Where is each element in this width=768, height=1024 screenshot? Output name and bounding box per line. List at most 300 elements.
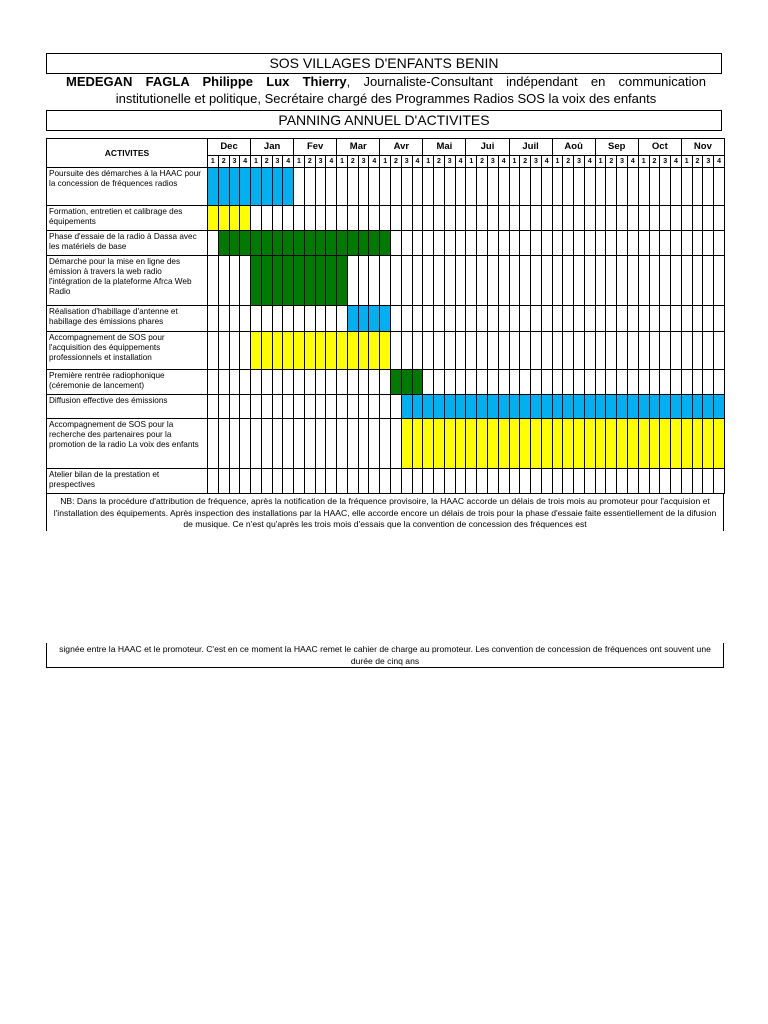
gantt-empty-cell xyxy=(466,231,477,256)
gantt-empty-cell xyxy=(692,256,703,306)
gantt-bar-cell xyxy=(337,332,348,370)
week-number: 1 xyxy=(638,155,649,167)
week-number: 4 xyxy=(584,155,595,167)
gantt-empty-cell xyxy=(412,206,423,231)
gantt-empty-cell xyxy=(563,306,574,332)
gantt-empty-cell xyxy=(477,206,488,231)
activity-label: Accompagnement de SOS pour la recherche des partenaires pour la promotion de la radio La voix des enfants xyxy=(47,419,208,469)
gantt-empty-cell xyxy=(358,206,369,231)
gantt-empty-cell xyxy=(703,231,714,256)
gantt-empty-cell xyxy=(412,231,423,256)
gantt-empty-cell xyxy=(671,206,682,231)
gantt-empty-cell xyxy=(681,256,692,306)
gantt-empty-cell xyxy=(347,168,358,206)
gantt-empty-cell xyxy=(391,332,402,370)
gantt-empty-cell xyxy=(208,370,219,395)
gantt-bar-cell xyxy=(455,419,466,469)
gantt-empty-cell xyxy=(487,370,498,395)
gantt-empty-cell xyxy=(628,370,639,395)
week-number: 4 xyxy=(283,155,294,167)
activity-label: Accompagnement de SOS pour l'acquisition des équippements professionnels et installation xyxy=(47,332,208,370)
gantt-empty-cell xyxy=(304,206,315,231)
gantt-empty-cell xyxy=(606,370,617,395)
gantt-empty-cell xyxy=(326,306,337,332)
gantt-bar-cell xyxy=(272,256,283,306)
gantt-empty-cell xyxy=(294,469,305,494)
week-number: 3 xyxy=(444,155,455,167)
gantt-empty-cell xyxy=(703,469,714,494)
activity-row xyxy=(47,395,725,419)
gantt-empty-cell xyxy=(692,206,703,231)
gantt-empty-cell xyxy=(261,370,272,395)
gantt-bar-cell xyxy=(563,419,574,469)
gantt-empty-cell xyxy=(531,469,542,494)
gantt-empty-cell xyxy=(391,419,402,469)
gantt-empty-cell xyxy=(240,419,251,469)
gantt-empty-cell xyxy=(638,168,649,206)
gantt-bar-cell xyxy=(541,395,552,419)
week-number: 4 xyxy=(240,155,251,167)
gantt-bar-cell xyxy=(671,395,682,419)
gantt-empty-cell xyxy=(401,168,412,206)
gantt-bar-cell xyxy=(466,419,477,469)
week-number: 2 xyxy=(261,155,272,167)
gantt-bar-cell xyxy=(455,395,466,419)
gantt-empty-cell xyxy=(606,231,617,256)
gantt-bar-cell xyxy=(487,395,498,419)
gantt-empty-cell xyxy=(509,206,520,231)
gantt-bar-cell xyxy=(229,231,240,256)
activity-label: Première rentrée radiophonique (céremonie de lancement) xyxy=(47,370,208,395)
gantt-empty-cell xyxy=(541,168,552,206)
gantt-bar-cell xyxy=(251,332,262,370)
gantt-empty-cell xyxy=(401,231,412,256)
gantt-empty-cell xyxy=(649,206,660,231)
gantt-bar-cell xyxy=(294,256,305,306)
gantt-empty-cell xyxy=(541,469,552,494)
gantt-empty-cell xyxy=(315,306,326,332)
gantt-empty-cell xyxy=(660,332,671,370)
gantt-bar-cell xyxy=(498,395,509,419)
gantt-empty-cell xyxy=(681,206,692,231)
gantt-empty-cell xyxy=(563,469,574,494)
gantt-empty-cell xyxy=(649,469,660,494)
gantt-empty-cell xyxy=(660,469,671,494)
gantt-empty-cell xyxy=(455,469,466,494)
gantt-bar-cell xyxy=(660,419,671,469)
gantt-empty-cell xyxy=(423,231,434,256)
gantt-bar-cell xyxy=(304,256,315,306)
month-header: Fev xyxy=(294,139,337,156)
gantt-empty-cell xyxy=(531,370,542,395)
gantt-empty-cell xyxy=(218,419,229,469)
week-number: 3 xyxy=(272,155,283,167)
gantt-empty-cell xyxy=(208,332,219,370)
activity-row xyxy=(47,168,725,206)
gantt-bar-cell xyxy=(369,306,380,332)
gantt-bar-cell xyxy=(434,419,445,469)
gantt-bar-cell xyxy=(315,332,326,370)
gantt-bar-cell xyxy=(401,395,412,419)
gantt-empty-cell xyxy=(380,370,391,395)
gantt-empty-cell xyxy=(347,206,358,231)
gantt-empty-cell xyxy=(638,256,649,306)
activity-label: Formation, entretien et calibrage des équipements xyxy=(47,206,208,231)
gantt-bar-cell xyxy=(251,168,262,206)
gantt-empty-cell xyxy=(714,469,725,494)
gantt-bar-cell xyxy=(218,231,229,256)
gantt-bar-cell xyxy=(358,306,369,332)
gantt-empty-cell xyxy=(369,395,380,419)
gantt-empty-cell xyxy=(552,370,563,395)
gantt-empty-cell xyxy=(584,168,595,206)
gantt-empty-cell xyxy=(552,168,563,206)
gantt-empty-cell xyxy=(552,469,563,494)
gantt-empty-cell xyxy=(304,469,315,494)
gantt-empty-cell xyxy=(304,395,315,419)
gantt-empty-cell xyxy=(477,332,488,370)
gantt-empty-cell xyxy=(251,206,262,231)
gantt-empty-cell xyxy=(444,256,455,306)
gantt-empty-cell xyxy=(606,306,617,332)
gantt-empty-cell xyxy=(401,206,412,231)
gantt-bar-cell xyxy=(208,206,219,231)
gantt-empty-cell xyxy=(487,168,498,206)
gantt-empty-cell xyxy=(423,256,434,306)
gantt-bar-cell xyxy=(444,395,455,419)
gantt-empty-cell xyxy=(703,332,714,370)
gantt-bar-cell xyxy=(412,395,423,419)
gantt-empty-cell xyxy=(671,370,682,395)
gantt-empty-cell xyxy=(208,419,219,469)
gantt-empty-cell xyxy=(617,306,628,332)
week-number: 2 xyxy=(520,155,531,167)
gantt-empty-cell xyxy=(251,419,262,469)
gantt-bar-cell xyxy=(326,231,337,256)
gantt-bar-cell xyxy=(509,395,520,419)
gantt-empty-cell xyxy=(283,469,294,494)
gantt-empty-cell xyxy=(380,469,391,494)
gantt-empty-cell xyxy=(337,306,348,332)
month-header: Nov xyxy=(681,139,724,156)
gantt-empty-cell xyxy=(444,370,455,395)
gantt-empty-cell xyxy=(498,332,509,370)
gantt-empty-cell xyxy=(434,256,445,306)
gantt-empty-cell xyxy=(574,256,585,306)
gantt-empty-cell xyxy=(628,332,639,370)
gantt-bar-cell xyxy=(315,231,326,256)
week-number: 1 xyxy=(423,155,434,167)
week-number: 2 xyxy=(218,155,229,167)
document-title-text: SOS VILLAGES D'ENFANTS BENIN xyxy=(269,55,499,71)
gantt-bar-cell xyxy=(229,168,240,206)
gantt-empty-cell xyxy=(261,306,272,332)
gantt-empty-cell xyxy=(208,256,219,306)
gantt-empty-cell xyxy=(692,370,703,395)
gantt-empty-cell xyxy=(315,469,326,494)
gantt-empty-cell xyxy=(272,419,283,469)
gantt-empty-cell xyxy=(294,168,305,206)
gantt-empty-cell xyxy=(434,206,445,231)
activities-header: ACTIVITES xyxy=(47,139,208,168)
gantt-empty-cell xyxy=(240,469,251,494)
week-number: 1 xyxy=(681,155,692,167)
gantt-bar-cell xyxy=(487,419,498,469)
gantt-empty-cell xyxy=(229,256,240,306)
gantt-empty-cell xyxy=(552,306,563,332)
gantt-empty-cell xyxy=(337,419,348,469)
gantt-empty-cell xyxy=(218,306,229,332)
gantt-empty-cell xyxy=(563,332,574,370)
plan-title xyxy=(46,110,722,131)
gantt-empty-cell xyxy=(455,231,466,256)
gantt-empty-cell xyxy=(444,469,455,494)
month-header: Dec xyxy=(208,139,251,156)
gantt-empty-cell xyxy=(444,332,455,370)
gantt-bar-cell xyxy=(229,206,240,231)
activity-row xyxy=(47,419,725,469)
gantt-empty-cell xyxy=(455,370,466,395)
gantt-empty-cell xyxy=(315,168,326,206)
gantt-bar-cell xyxy=(272,332,283,370)
gantt-empty-cell xyxy=(477,168,488,206)
gantt-empty-cell xyxy=(444,206,455,231)
gantt-empty-cell xyxy=(261,395,272,419)
gantt-bar-cell xyxy=(369,332,380,370)
gantt-bar-cell xyxy=(326,256,337,306)
gantt-empty-cell xyxy=(520,332,531,370)
week-number: 4 xyxy=(628,155,639,167)
gantt-empty-cell xyxy=(337,168,348,206)
gantt-empty-cell xyxy=(455,206,466,231)
gantt-empty-cell xyxy=(272,206,283,231)
gantt-bar-cell xyxy=(423,419,434,469)
gantt-empty-cell xyxy=(649,256,660,306)
gantt-bar-cell xyxy=(466,395,477,419)
week-number: 4 xyxy=(541,155,552,167)
gantt-bar-cell xyxy=(304,332,315,370)
gantt-bar-cell xyxy=(347,231,358,256)
gantt-empty-cell xyxy=(391,469,402,494)
gantt-empty-cell xyxy=(649,306,660,332)
gantt-bar-cell xyxy=(423,395,434,419)
gantt-bar-cell xyxy=(681,419,692,469)
gantt-empty-cell xyxy=(520,231,531,256)
month-header: Juil xyxy=(509,139,552,156)
gantt-empty-cell xyxy=(208,395,219,419)
gantt-bar-cell xyxy=(272,231,283,256)
gantt-empty-cell xyxy=(412,168,423,206)
month-header: Mar xyxy=(337,139,380,156)
gantt-empty-cell xyxy=(369,469,380,494)
gantt-empty-cell xyxy=(606,256,617,306)
gantt-empty-cell xyxy=(509,332,520,370)
gantt-empty-cell xyxy=(649,370,660,395)
gantt-empty-cell xyxy=(487,231,498,256)
gantt-empty-cell xyxy=(412,332,423,370)
gantt-empty-cell xyxy=(628,168,639,206)
gantt-empty-cell xyxy=(714,256,725,306)
gantt-empty-cell xyxy=(520,256,531,306)
gantt-bar-cell xyxy=(412,419,423,469)
gantt-empty-cell xyxy=(714,370,725,395)
gantt-empty-cell xyxy=(617,206,628,231)
gantt-bar-cell xyxy=(477,395,488,419)
gantt-bar-cell xyxy=(261,231,272,256)
gantt-bar-cell xyxy=(218,168,229,206)
gantt-bar-cell xyxy=(240,231,251,256)
gantt-empty-cell xyxy=(595,370,606,395)
week-number: 1 xyxy=(595,155,606,167)
gantt-bar-cell xyxy=(283,231,294,256)
gantt-empty-cell xyxy=(208,231,219,256)
gantt-bar-cell xyxy=(606,395,617,419)
gantt-empty-cell xyxy=(584,306,595,332)
gantt-empty-cell xyxy=(272,469,283,494)
gantt-bar-cell xyxy=(283,168,294,206)
gantt-empty-cell xyxy=(434,231,445,256)
week-number: 1 xyxy=(509,155,520,167)
gantt-empty-cell xyxy=(498,370,509,395)
gantt-empty-cell xyxy=(358,370,369,395)
gantt-empty-cell xyxy=(391,168,402,206)
gantt-empty-cell xyxy=(444,231,455,256)
gantt-empty-cell xyxy=(563,168,574,206)
gantt-empty-cell xyxy=(283,206,294,231)
gantt-empty-cell xyxy=(563,256,574,306)
gantt-bar-cell xyxy=(261,168,272,206)
gantt-empty-cell xyxy=(617,168,628,206)
week-number: 3 xyxy=(229,155,240,167)
gantt-empty-cell xyxy=(304,419,315,469)
gantt-empty-cell xyxy=(498,256,509,306)
gantt-empty-cell xyxy=(347,419,358,469)
gantt-empty-cell xyxy=(520,370,531,395)
gantt-empty-cell xyxy=(477,306,488,332)
gantt-empty-cell xyxy=(541,231,552,256)
gantt-empty-cell xyxy=(272,306,283,332)
gantt-empty-cell xyxy=(466,168,477,206)
gantt-bar-cell xyxy=(380,231,391,256)
note-part-1: NB: Dans la procédure d'attribution de fréquence, après la notification de la fréquence provisoire, la HAAC accorde un délais de trois mois au promoteur pour l'acquision et l'installation des équipements. Après inspection des installations par la HAAC, elle accorde encore un délais de trois pour la phase d'essaie faite essentiellement de la difusion de musique. Ce n'est qu'après les trois mois d'essais que la convention de concession des fréquences est xyxy=(46,494,724,531)
activity-row xyxy=(47,370,725,395)
gantt-bar-cell xyxy=(552,395,563,419)
gantt-empty-cell xyxy=(520,306,531,332)
gantt-empty-cell xyxy=(563,370,574,395)
week-number: 2 xyxy=(563,155,574,167)
gantt-bar-cell xyxy=(294,231,305,256)
gantt-bar-cell xyxy=(595,419,606,469)
gantt-bar-cell xyxy=(703,419,714,469)
gantt-empty-cell xyxy=(638,231,649,256)
gantt-bar-cell xyxy=(531,395,542,419)
gantt-bar-cell xyxy=(595,395,606,419)
gantt-empty-cell xyxy=(466,306,477,332)
gantt-empty-cell xyxy=(638,332,649,370)
gantt-empty-cell xyxy=(401,332,412,370)
gantt-empty-cell xyxy=(671,256,682,306)
gantt-empty-cell xyxy=(401,306,412,332)
gantt-empty-cell xyxy=(401,469,412,494)
gantt-empty-cell xyxy=(671,469,682,494)
gantt-empty-cell xyxy=(455,306,466,332)
gantt-empty-cell xyxy=(229,332,240,370)
gantt-empty-cell xyxy=(477,469,488,494)
gantt-empty-cell xyxy=(283,306,294,332)
gantt-empty-cell xyxy=(369,370,380,395)
gantt-bar-cell xyxy=(660,395,671,419)
gantt-empty-cell xyxy=(606,206,617,231)
gantt-bar-cell xyxy=(617,419,628,469)
week-number: 1 xyxy=(294,155,305,167)
gantt-empty-cell xyxy=(466,332,477,370)
gantt-empty-cell xyxy=(229,370,240,395)
gantt-empty-cell xyxy=(240,332,251,370)
activity-label: Poursuite des démarches à la HAAC pour la concession de fréquences radios xyxy=(47,168,208,206)
gantt-empty-cell xyxy=(498,206,509,231)
gantt-empty-cell xyxy=(520,469,531,494)
gantt-empty-cell xyxy=(358,419,369,469)
gantt-empty-cell xyxy=(541,332,552,370)
gantt-bar-cell xyxy=(681,395,692,419)
gantt-empty-cell xyxy=(294,306,305,332)
gantt-bar-cell xyxy=(283,332,294,370)
gantt-empty-cell xyxy=(455,168,466,206)
gantt-empty-cell xyxy=(391,206,402,231)
gantt-empty-cell xyxy=(574,370,585,395)
gantt-empty-cell xyxy=(208,469,219,494)
gantt-bar-cell xyxy=(304,231,315,256)
gantt-empty-cell xyxy=(358,168,369,206)
week-number: 1 xyxy=(208,155,219,167)
gantt-empty-cell xyxy=(574,469,585,494)
gantt-empty-cell xyxy=(261,206,272,231)
week-number: 1 xyxy=(337,155,348,167)
gantt-empty-cell xyxy=(595,256,606,306)
week-number: 3 xyxy=(703,155,714,167)
gantt-empty-cell xyxy=(391,395,402,419)
gantt-empty-cell xyxy=(380,256,391,306)
gantt-empty-cell xyxy=(509,370,520,395)
gantt-empty-cell xyxy=(229,395,240,419)
gantt-empty-cell xyxy=(509,306,520,332)
gantt-empty-cell xyxy=(229,306,240,332)
gantt-empty-cell xyxy=(283,395,294,419)
gantt-empty-cell xyxy=(434,370,445,395)
gantt-empty-cell xyxy=(412,306,423,332)
gantt-empty-cell xyxy=(358,395,369,419)
gantt-empty-cell xyxy=(574,206,585,231)
gantt-bar-cell xyxy=(509,419,520,469)
gantt-empty-cell xyxy=(563,231,574,256)
gantt-empty-cell xyxy=(347,256,358,306)
gantt-empty-cell xyxy=(520,206,531,231)
gantt-empty-cell xyxy=(531,206,542,231)
gantt-empty-cell xyxy=(617,256,628,306)
gantt-bar-cell xyxy=(251,256,262,306)
gantt-empty-cell xyxy=(584,206,595,231)
week-number: 1 xyxy=(552,155,563,167)
gantt-empty-cell xyxy=(574,332,585,370)
gantt-empty-cell xyxy=(434,332,445,370)
gantt-empty-cell xyxy=(218,256,229,306)
gantt-empty-cell xyxy=(509,231,520,256)
gantt-empty-cell xyxy=(261,469,272,494)
gantt-bar-cell xyxy=(714,419,725,469)
gantt-bar-cell xyxy=(391,370,402,395)
gantt-empty-cell xyxy=(487,306,498,332)
gantt-bar-cell xyxy=(498,419,509,469)
